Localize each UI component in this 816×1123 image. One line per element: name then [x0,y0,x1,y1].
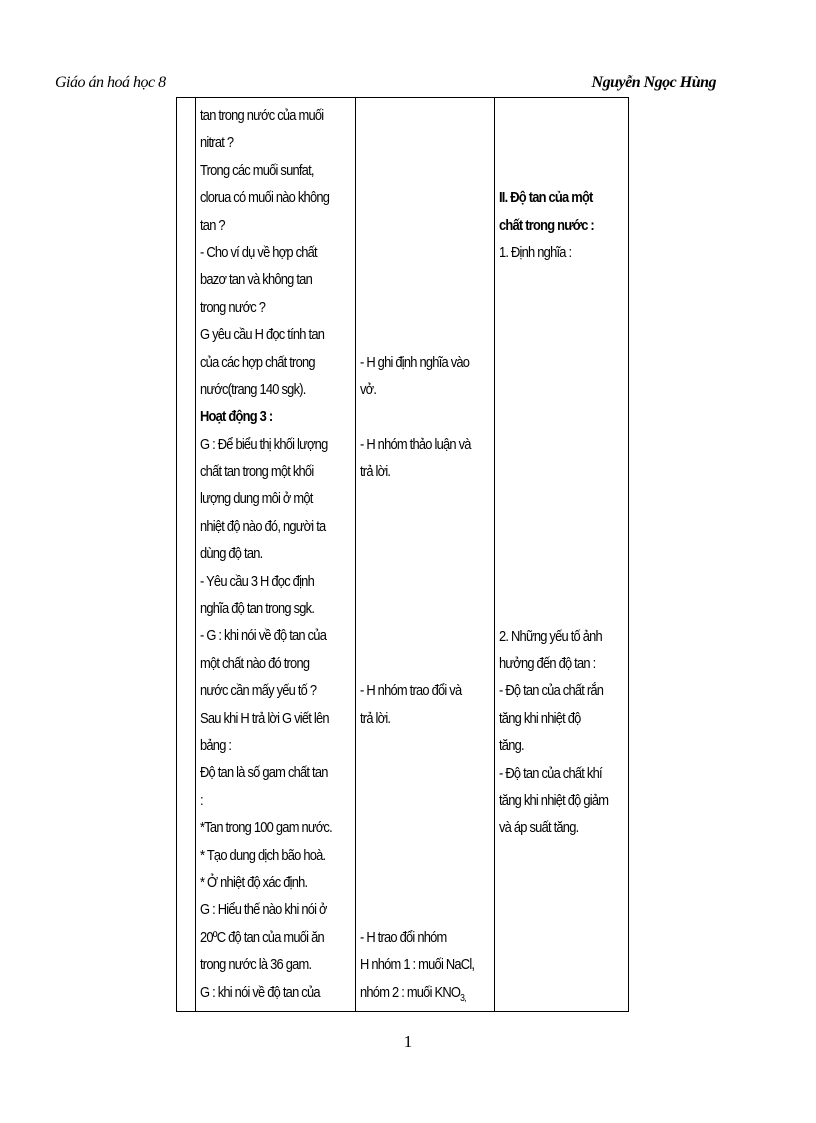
teacher-line: - Yêu cầu 3 H đọc định [199,572,314,590]
student-line: trả lời. [359,463,391,481]
teacher-line: - G : khi nói về độ tan của [199,627,326,645]
content-line: tăng. [498,737,524,755]
teacher-line: G : Hiểu thế nào khi nói ở [199,901,327,919]
teacher-line: : [199,791,203,809]
table-col-teacher-activity [196,98,356,1011]
teacher-line: chất tan trong một khối [199,463,314,481]
teacher-line: nước cần mấy yếu tố ? [199,682,317,700]
teacher-line: tan trong nước của muối [199,107,324,124]
teacher-line: G yêu cầu H đọc tính tan [199,326,325,344]
teacher-line: một chất nào đó trong [199,654,310,672]
content-line: 2. Những yếu tố ảnh [498,627,602,645]
student-line: nhóm 2 : muối $KNO_{3,}$ [359,983,466,1004]
teacher-line: * Tạo dung dịch bão hoà. [199,846,326,864]
teacher-line: G : Để biểu thị khối lượng [199,435,328,453]
content-line: tăng khi nhiệt độ giảm [498,792,609,809]
teacher-line: Hoạt động 3 : [199,408,273,426]
teacher-line: *Tan trong 100 gam nước. [199,819,332,837]
teacher-line: clorua có muối nào không [199,189,330,207]
header-right: Nguyễn Ngọc Hùng [591,74,716,91]
teacher-line: lượng dung môi ở một [199,490,313,508]
content-line: 1. Định nghĩa : [498,244,572,261]
teacher-line: bazơ tan và không tan [199,271,312,289]
table-col-content [495,98,628,1011]
teacher-line: nghĩa độ tan trong sgk. [199,600,315,618]
student-line: - H nhóm thảo luận và [359,435,471,453]
teacher-line: - Cho ví dụ về hợp chất [199,243,317,261]
content-line: tăng khi nhiệt độ [498,709,581,727]
content-line: hưởng đến độ tan : [498,655,596,672]
content-line: chất trong nước : [498,216,594,234]
student-line: vở. [359,381,377,398]
content-line: II. Độ tan của một [498,189,593,207]
content-line: - Độ tan của chất khí [498,764,602,782]
teacher-line: * Ở nhiệt độ xác định. [199,873,308,891]
teacher-line: tan ? [199,216,225,234]
lesson-table [176,97,629,1012]
table-col-index [177,98,196,1011]
teacher-line: Độ tan là số gam chất tan [199,764,328,782]
teacher-line: nitrat ? [199,134,234,152]
teacher-line: bảng : [199,736,232,754]
teacher-line: trong nước là 36 gam. [199,956,312,974]
content-line: và áp suất tăng. [498,819,579,837]
teacher-line: trong nước ? [199,298,266,316]
student-line: trả lời. [359,709,391,727]
teacher-line: dùng độ tan. [199,545,263,563]
teacher-line: nước(trang 140 sgk). [199,380,306,398]
header-left: Giáo án hoá học 8 [55,74,166,91]
student-line: - H ghi định nghĩa vào [359,353,470,371]
student-line: H nhóm 1 : muối NaCl, [359,956,475,974]
teacher-line: của các hợp chất trong [199,353,315,371]
teacher-line: Sau khi H trả lời G viết lên [199,709,329,727]
teacher-line: G : khi nói về độ tan của [199,983,320,1001]
content-line: - Độ tan của chất rắn [498,682,604,700]
teacher-line: 20ºC độ tan của muối ăn [199,928,324,946]
student-line: - H nhóm trao đổi và [359,682,462,700]
page-number: 1 [403,1032,413,1051]
table-col-student-activity [356,98,495,1011]
student-line: - H trao đổi nhóm [359,929,447,946]
teacher-line: Trong các muối sunfat, [199,161,314,179]
teacher-line: nhiệt độ nào đó, người ta [199,517,326,535]
